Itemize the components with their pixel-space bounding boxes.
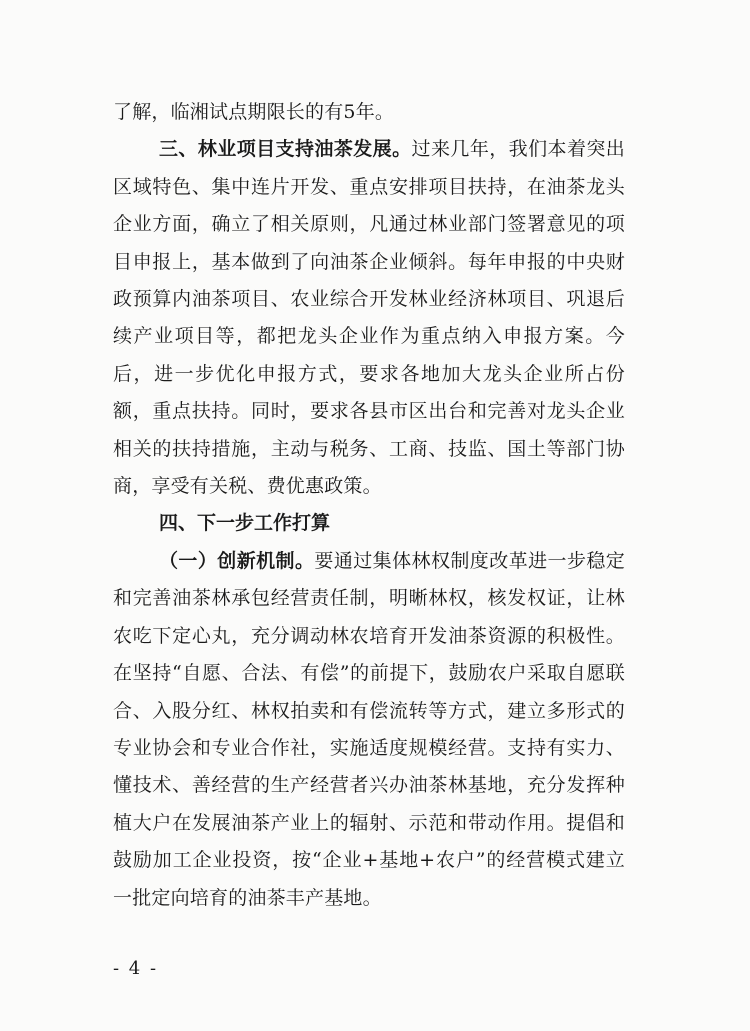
section-heading-forestry-projects: 三、林业项目支持油茶发展。: [159, 138, 412, 161]
paragraph-innovation-mechanism-text: 要通过集体林权制度改革进一步稳定和完善油茶林承包经营责任制，明晰林权，核发权证，让林农吃下定心丸，充分调动林农培育开发油茶资源的积极性。在坚持“自愿、合法、有偿”的前提下，鼓励农户采取自愿联合、入股分红、林权拍卖和有偿流转等方式，建立多形式的专业协会和专业合作社，实施适度规模经营。支持有实力、懂技术、善经营的生产经营者兴办油茶林基地，充分发挥种植大户在发展油茶产业上的辐射、示范和带动作用。提倡和鼓励加工企业投资，按“企业+基地+农户”的经营模式建立一批定向培育的油茶丰产基地。: [113, 549, 625, 909]
page-number: - 4 -: [113, 958, 159, 979]
paragraph-forestry-projects: [113, 131, 625, 505]
paragraph-innovation-mechanism: [113, 543, 625, 917]
paragraph-continued: 了解，临湘试点期限长的有5年。: [113, 101, 395, 123]
document-body: [113, 94, 625, 917]
paragraph-forestry-projects-text: 过来几年，我们本着突出区域特色、集中连片开发、重点安排项目扶持，在油茶龙头企业方面，确立了相关原则，凡通过林业部门签署意见的项目申报上，基本做到了向油茶企业倾斜。每年申报的中央财政预算内油茶项目、农业综合开发林业经济林项目、巩退后续产业项目等，都把龙头企业作为重点纳入申报方案。今后，进一步优化申报方式，要求各地加大龙头企业所占份额，重点扶持。同时，要求各县市区出台和完善对龙头企业相关的扶持措施，主动与税务、工商、技监、国土等部门协商，享受有关税、费优惠政策。: [113, 138, 626, 498]
section-heading-next-steps: 四、下一步工作打算: [159, 512, 331, 535]
subsection-heading-innovation-mechanism: （一）创新机制。: [159, 549, 315, 572]
